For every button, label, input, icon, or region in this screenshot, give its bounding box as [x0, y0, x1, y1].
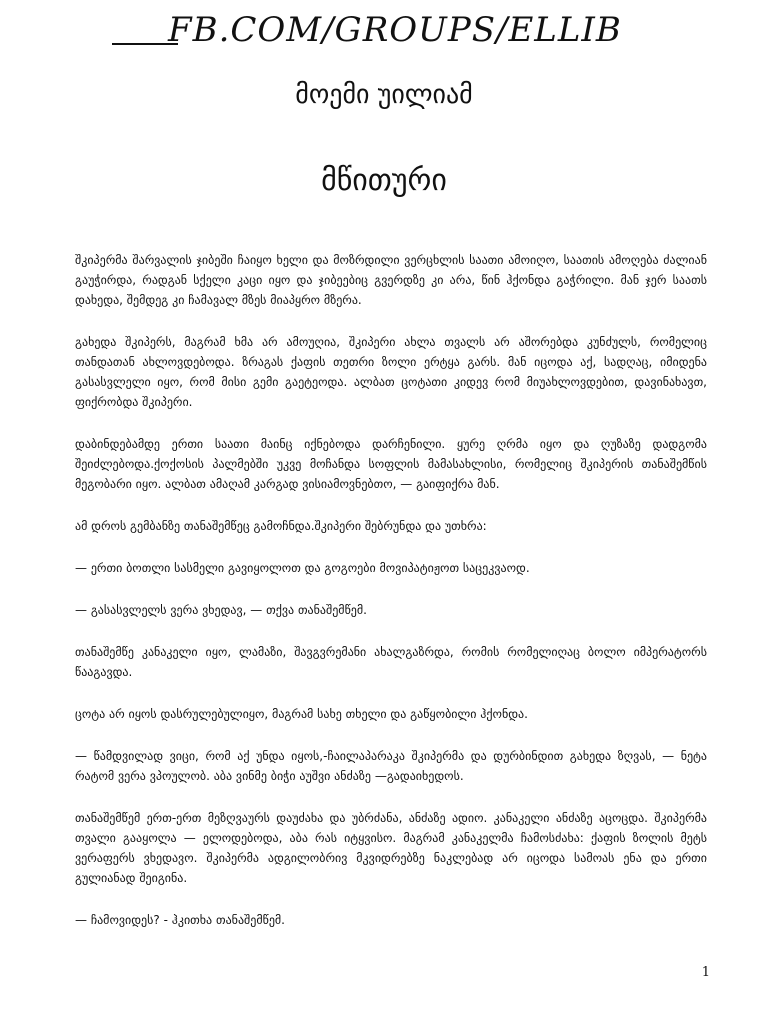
document-body: [75, 250, 707, 952]
paragraph-2: გახედა შკიპერს, მაგრამ ხმა არ ამოუღია, შკიპერი ახლა თვალს არ აშორებდა კუნძულს, რომელიც თანდათან ახლოვდებოდა. ზრაგას ქაფის თეთრი ზოლი ერტყა გარს. მან იცოდა აქ, სადღაც, იმიდენა გასასვლელი იყო, რომ მისი გემი გაეტეოდა. ალბათ ცოტათი კიდევ რომ მიუახლოვდებით, დავინახავთ, ფიქრობდა შკიპერი.: [75, 335, 707, 409]
paragraph-6: — გასასვლელს ვერა ვხედავ, — თქვა თანაშემწემ.: [75, 603, 367, 617]
page-number: 1: [701, 965, 710, 980]
author-name: მოემი უილიამ: [295, 80, 473, 110]
paragraph-8: ცოტა არ იყოს დასრულებულიყო, მაგრამ სახე თხელი და გაწყობილი ჰქონდა.: [75, 707, 528, 721]
paragraph-1: შკიპერმა შარვალის ჯიბეში ჩაიყო ხელი და მოზრდილი ვერცხლის საათი ამოიღო, საათის ამოღება ძალიან გაუჭირდა, რადგან სქელი კაცი იყო და ჯიბეებიც გვერდზე კი არა, წინ ჰქონდა გაჭრილი. მან ჯერ საათს დახედა, შემდეგ კი ჩამავალ მზეს მიაპყრო მზერა.: [75, 253, 707, 307]
document-title: მწითური: [321, 163, 447, 198]
paragraph-7: თანაშემწე კანაკელი იყო, ლამაზი, შავგვრემანი ახალგაზრდა, რომის რომელიღაც ბოლო იმპერატორს წააგავდა.: [75, 645, 707, 679]
paragraph-3: დაბინდებამდე ერთი საათი მაინც იქნებოდა დარჩენილი. ყურე ღრმა იყო და ღუზაზე დადგომა შეიძლებოდა.ქოქოსის პალმებში უკვე მოჩანდა სოფლის მამასახლისი, რომელიც შკიპერის თანაშემწის მეგობარი იყო. ალბათ ამაღამ კარგად ვისიამოვნებთო, — გაიფიქრა მან.: [75, 437, 707, 491]
paragraph-4: ამ დროს გემბანზე თანაშემწეც გამოჩნდა.შკიპერი შებრუნდა და უთხრა:: [75, 519, 487, 533]
paragraph-5: — ერთი ბოთლი სასმელი გავიყოლოთ და გოგოები მოვიპატიჟოთ საცეკვაოდ.: [75, 561, 530, 575]
paragraph-9: — წამდვილად ვიცი, რომ აქ უნდა იყოს,-ჩაილაპარაკა შკიპერმა და დურბინდით გახედა ზღვას, — ნეტა რატომ ვერა ვპოულობ. აბა ვინმე ბიჭი აუშვი ანძაზე —გადაიხედოს.: [75, 749, 707, 783]
paragraph-10: თანაშემწემ ერთ-ერთ მეზღვაურს დაუძახა და უბრძანა, ანძაზე ადიო. კანაკელი ანძაზე აცოცდა. შკიპერმა თვალი გააყოლა — ელოდებოდა, აბა რას იტყვისო. მაგრამ კანაკელმა ჩამოსძახა: ქაფის ზოლის მეტს ვერაფერს ვხედავო. შკიპერმა ადგილობრივ მკვიდრებზე ნაკლებად არ იცოდა სამოას ენა და ერთი გულიანად შეიგინა.: [75, 811, 707, 885]
header-text: FB.COM/GROUPS/ELLIB: [168, 10, 622, 50]
header-watermark: [112, 10, 672, 60]
paragraph-11: — ჩამოვიდეს? - ჰკითხა თანაშემწემ.: [75, 913, 285, 927]
